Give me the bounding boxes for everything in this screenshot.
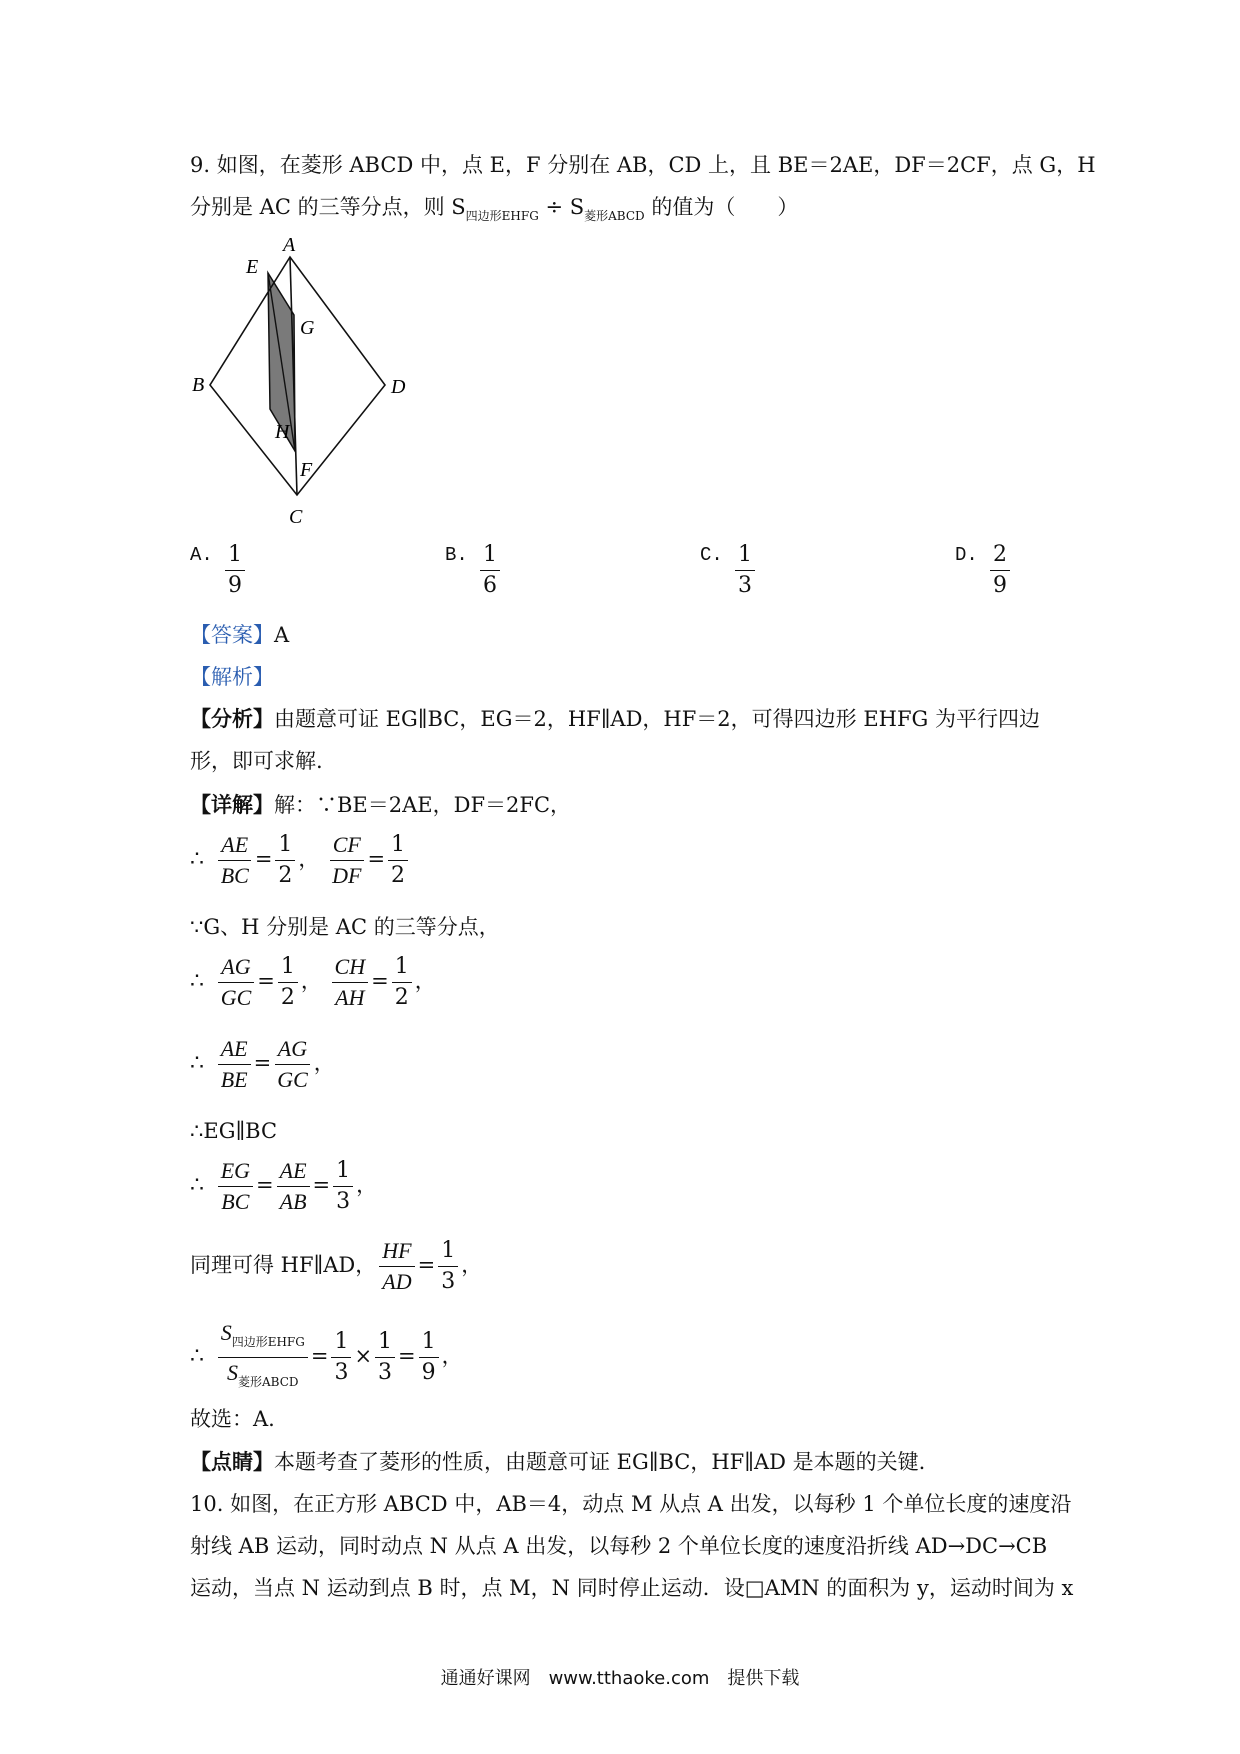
label-b: B bbox=[192, 374, 205, 396]
q10-line2: 射线 AB 运动，同时动点 N 从点 A 出发，以每秒 2 个单位长度的速度沿折线 AD→DC→CB bbox=[190, 1534, 1048, 1558]
option-c-letter: C. bbox=[700, 544, 723, 566]
option-a-fraction: $\frac{1}{9}$ bbox=[225, 540, 245, 601]
label-f: F bbox=[300, 459, 313, 481]
option-d-letter: D. bbox=[955, 544, 978, 566]
answer-value: A bbox=[274, 623, 290, 647]
fenxi-line2: 形，即可求解. bbox=[190, 749, 323, 773]
analysis-tag: 【解析】 bbox=[190, 665, 274, 689]
option-a-letter: A. bbox=[190, 544, 213, 566]
option-b-letter: B. bbox=[445, 544, 468, 566]
q9-line2 bbox=[190, 192, 798, 231]
dianjing-text: 本题考查了菱形的性质，由题意可证 EG∥BC，HF∥AD 是本题的关键. bbox=[274, 1450, 926, 1474]
equation-5: 同理可得 HF∥AD， $\frac{HF}{AD}$ = $\frac{1}{3}$ ， bbox=[190, 1238, 483, 1294]
q9-sub-quad: 四边形EHFG bbox=[465, 209, 539, 223]
label-g: G bbox=[300, 317, 315, 339]
option-b-fraction: $\frac{1}{6}$ bbox=[480, 540, 500, 601]
q10-line3: 运动，当点 N 运动到点 B 时，点 M，N 同时停止运动．设□AMN 的面积为 y，运动时间为 x bbox=[190, 1576, 1074, 1600]
answer-tag: 【答案】 bbox=[190, 623, 274, 647]
label-h: H bbox=[275, 421, 290, 443]
rhombus-figure bbox=[180, 235, 420, 535]
dianjing-tag: 【点睛】 bbox=[190, 1449, 274, 1474]
q9-line2-pre: 分别是 AC 的三等分点，则 S bbox=[190, 195, 466, 219]
xiangjie-text: 解：∵BE＝2AE，DF＝2FC， bbox=[274, 793, 572, 817]
equation-3: ∴ $\frac{AE}{BE}$ = $\frac{AG}{GC}$ ， bbox=[190, 1036, 335, 1092]
q9-line2-post: 的值为（ ） bbox=[644, 195, 799, 219]
equation-1: ∴ $\frac{AE}{BC}$ = $\frac{1}{2}$ ， $\frac{CF}{DF}$ = $\frac{1}{2}$ bbox=[190, 830, 411, 891]
footer-source: 通通好课网 www.tthaoke.com 提供下载 bbox=[440, 1668, 800, 1689]
fenxi-line1 bbox=[190, 704, 1040, 734]
fenxi-tag: 【分析】 bbox=[190, 706, 274, 731]
xiangjie-line bbox=[190, 790, 571, 820]
equation-4: ∴ $\frac{EG}{BC}$ = $\frac{AE}{AB}$ = $\frac{1}{3}$ ， bbox=[190, 1158, 378, 1214]
parallel-line: ∴EG∥BC bbox=[190, 1119, 278, 1143]
label-d: D bbox=[391, 376, 406, 398]
option-c-fraction: $\frac{1}{3}$ bbox=[735, 540, 755, 601]
answer-line bbox=[190, 620, 289, 650]
label-e: E bbox=[246, 256, 259, 278]
q9-sub-rhombus: 菱形ABCD bbox=[584, 209, 645, 223]
q9-divide: ÷ S bbox=[538, 195, 585, 219]
equation-6: ∴ $\frac{S_{四边形EHFG}}{S_{菱形ABCD}}$ = $\frac{1}{3}$ × $\frac{1}{3}$ = $\frac{1}{9}$ ， bbox=[190, 1320, 463, 1389]
equation-2: ∴ $\frac{AG}{GC}$ = $\frac{1}{2}$ ， $\frac{CH}{AH}$ = $\frac{1}{2}$ ， bbox=[190, 954, 436, 1010]
because-line: ∵G、H 分别是 AC 的三等分点， bbox=[190, 915, 500, 939]
label-c: C bbox=[289, 506, 303, 528]
option-d-fraction: $\frac{2}{9}$ bbox=[990, 540, 1010, 601]
xiangjie-tag: 【详解】 bbox=[190, 792, 274, 817]
q9-line1: 9. 如图，在菱形 ABCD 中，点 E，F 分别在 AB，CD 上，且 BE＝2AE，DF＝2CF，点 G，H bbox=[190, 153, 1096, 177]
label-a: A bbox=[283, 235, 296, 256]
rhombus-outline bbox=[210, 257, 385, 495]
q10-line1: 10. 如图，在正方形 ABCD 中，AB＝4，动点 M 从点 A 出发，以每秒 1 个单位长度的速度沿 bbox=[190, 1492, 1072, 1516]
fenxi-text1: 由题意可证 EG∥BC，EG＝2，HF∥AD，HF＝2，可得四边形 EHFG 为平行四边 bbox=[274, 707, 1041, 731]
choose-line: 故选：A. bbox=[190, 1407, 275, 1431]
dianjing-line bbox=[190, 1447, 925, 1477]
